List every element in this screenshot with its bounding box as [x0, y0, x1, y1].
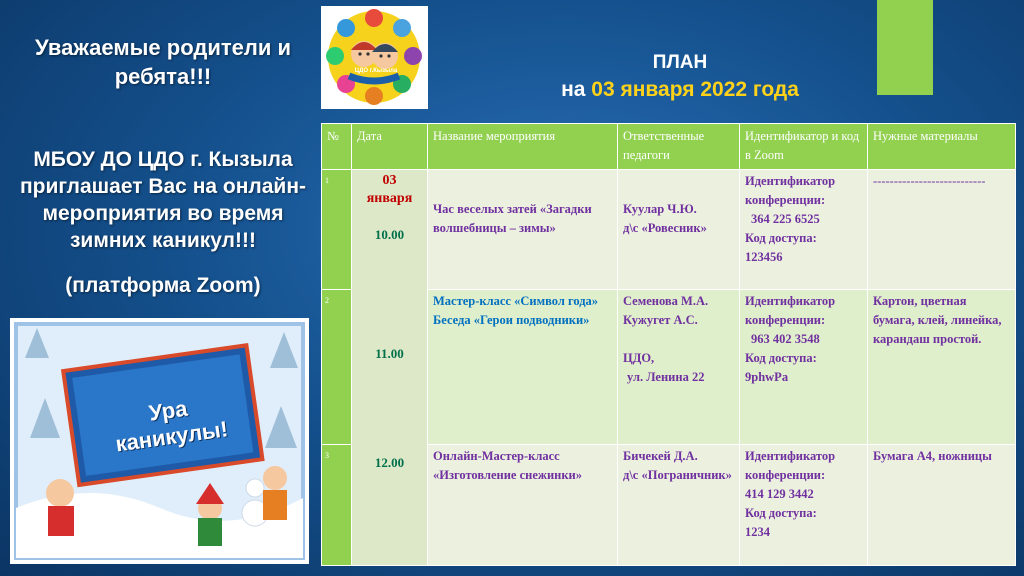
zoom-id-label: Идентификатор конференции:: [745, 449, 836, 482]
teacher-name: Куулар Ч.Ю.: [623, 202, 697, 216]
teacher-name: Семенова М.А. Кужугет А.С.: [623, 294, 709, 327]
zoom-code-label: Код доступа:: [745, 351, 817, 365]
date-cell: [352, 170, 428, 566]
invitation-text: МБОУ ДО ЦДО г. Кызыла приглашает Вас на онлайн-мероприятия во время зимних каникул!!!: [19, 148, 307, 252]
zoom-code-label: Код доступа:: [745, 231, 817, 245]
zoom-cell: [740, 290, 868, 445]
event-name: Мастер-класс «Символ года» Беседа «Герои подводники»: [428, 290, 618, 445]
teacher-address: ул. Ленина 22: [627, 370, 705, 384]
table-header-row: [322, 124, 1016, 170]
zoom-cell: [740, 170, 868, 290]
teacher-cell: [618, 170, 740, 290]
zoom-code-label: Код доступа:: [745, 506, 817, 520]
teacher-cell: [618, 445, 740, 566]
zoom-code: 1234: [745, 525, 770, 539]
logo-text: ЦДО г.Кызыла: [354, 68, 398, 74]
materials-cell: ---------------------------: [868, 170, 1016, 290]
plan-date-prefix: на: [561, 78, 592, 101]
teacher-place: ЦДО,: [623, 351, 655, 365]
date-month: января: [366, 191, 413, 206]
zoom-code: 9phwPa: [745, 370, 789, 384]
teacher-cell: [618, 290, 740, 445]
zoom-id: 963 402 3548: [751, 332, 820, 346]
materials-cell: Картон, цветная бумага, клей, линейка, карандаш простой.: [868, 290, 1016, 445]
zoom-id-label: Идентификатор конференции:: [745, 174, 836, 207]
winter-banner-text: Ура каникулы!: [113, 395, 230, 457]
row-number: 3: [322, 445, 352, 566]
teacher-place: д\с «Ровесник»: [623, 221, 707, 235]
row-time: 12.00: [374, 455, 405, 470]
plan-date: 03 января 2022 года: [591, 78, 799, 101]
event-name: Час веселых затей «Загадки волшебницы – зимы»: [428, 170, 618, 290]
winter-holiday-picture: [10, 318, 309, 564]
column-header-event: Название мероприятия: [428, 124, 618, 170]
column-header-teachers: Ответственные педагоги: [618, 124, 740, 170]
column-header-number: №: [322, 124, 352, 170]
column-header-zoom: Идентификатор и код в Zoom: [740, 124, 868, 170]
column-header-date: Дата: [352, 124, 428, 170]
row-number: 2: [322, 290, 352, 445]
column-header-materials: Нужные материалы: [868, 124, 1016, 170]
logo-emblem-icon: [321, 6, 428, 109]
zoom-cell: [740, 445, 868, 566]
cdo-logo: [321, 6, 428, 109]
materials-cell: Бумага А4, ножницы: [868, 445, 1016, 566]
plan-title: ПЛАН: [652, 52, 708, 73]
decorative-green-bar: [877, 0, 933, 95]
teacher-place: д\с «Пограничник»: [623, 468, 732, 482]
row-time: 11.00: [375, 346, 404, 361]
platform-text: (платформа Zoom): [65, 274, 261, 297]
row-time: 10.00: [374, 227, 405, 242]
zoom-code: 123456: [745, 250, 783, 264]
event-name: Онлайн-Мастер-класс «Изготовление снежинки»: [428, 445, 618, 566]
row-number: 1: [322, 170, 352, 290]
zoom-id-label: Идентификатор конференции:: [745, 294, 836, 327]
greeting-text: Уважаемые родители и ребята!!!: [35, 35, 291, 89]
table-row: [322, 170, 1016, 290]
teacher-name: Бичекей Д.А.: [623, 449, 698, 463]
date-day: 03: [382, 173, 397, 188]
plan-date-line: [480, 78, 880, 102]
zoom-id: 364 225 6525: [751, 212, 820, 226]
schedule-table: [321, 123, 1016, 566]
zoom-id: 414 129 3442: [745, 487, 814, 501]
